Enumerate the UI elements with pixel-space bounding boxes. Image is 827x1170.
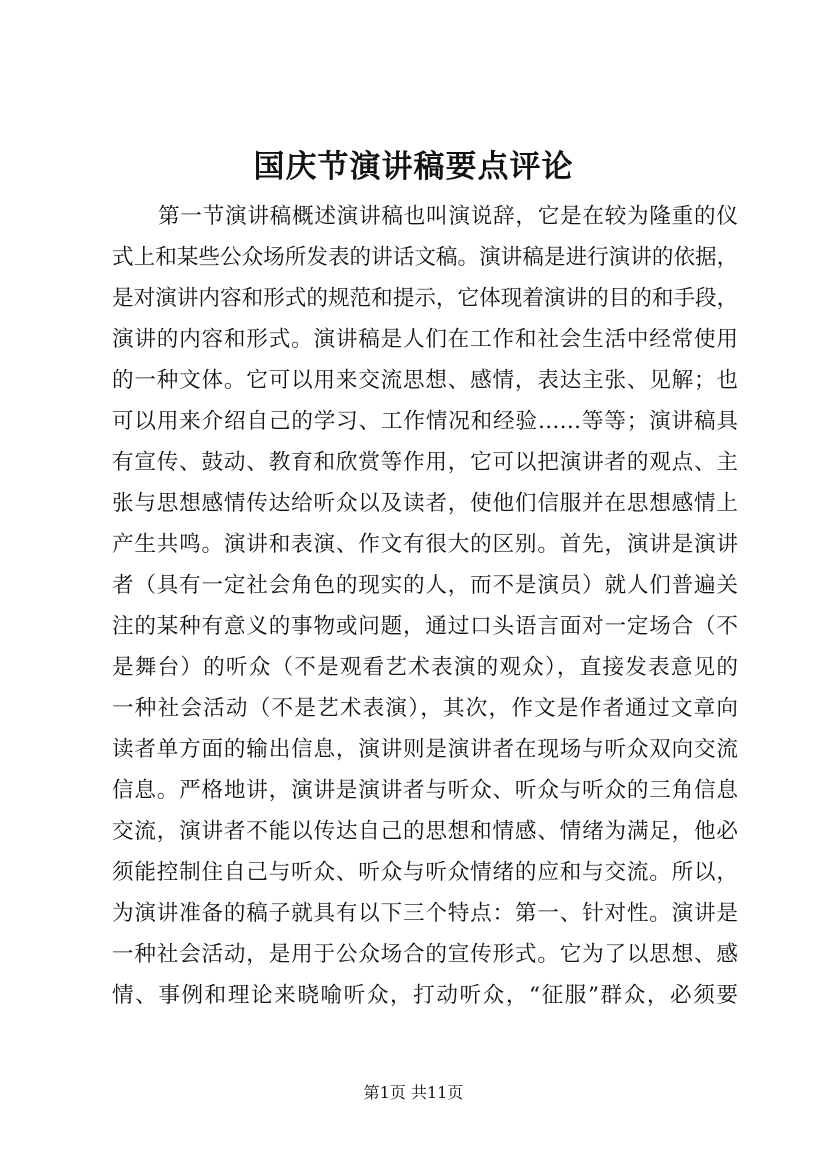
body-line: 第一节演讲稿概述演讲稿也叫演说辞，它是在较为隆重的仪 [158,204,738,229]
body-line: 是舞台）的听众（不是观看艺术表演的观众），直接发表意见的 [112,655,738,680]
body-line: 产生共鸣。演讲和表演、作文有很大的区别。首先，演讲是演讲 [112,532,738,557]
body-line: 演讲的内容和形式。演讲稿是人们在工作和社会生活中经常使用 [112,327,738,352]
body-line: 信息。严格地讲，演讲是演讲者与听众、听众与听众的三角信息 [112,778,738,803]
page-indicator: 第1页 共11页 [363,1083,464,1102]
body-line: 可以用来介绍自己的学习、工作情况和经验……等等；演讲稿具 [112,409,738,434]
body-line: 的一种文体。它可以用来交流思想、感情，表达主张、见解；也 [112,368,738,393]
document-title: 国庆节演讲稿要点评论 [253,149,574,185]
body-line: 者（具有一定社会角色的现实的人，而不是演员）就人们普遍关 [112,573,738,598]
body-line: 读者单方面的输出信息，演讲则是演讲者在现场与听众双向交流 [112,737,738,762]
body-line: 一种社会活动，是用于公众场合的宣传形式。它为了以思想、感 [112,942,738,967]
body-line: 一种社会活动（不是艺术表演），其次，作文是作者通过文章向 [112,696,738,721]
document-body [112,196,738,1016]
body-line: 注的某种有意义的事物或问题，通过口头语言面对一定场合（不 [112,614,738,639]
body-line: 是对演讲内容和形式的规范和提示，它体现着演讲的目的和手段， [112,286,738,311]
body-line: 有宣传、鼓动、教育和欣赏等作用，它可以把演讲者的观点、主 [112,450,738,475]
body-line: 交流，演讲者不能以传达自己的思想和情感、情绪为满足，他必 [112,819,738,844]
body-line: 为演讲准备的稿子就具有以下三个特点：第一、针对性。演讲是 [112,901,738,926]
body-line: 须能控制住自己与听众、听众与听众情绪的应和与交流。所以， [112,860,738,885]
body-line: 式上和某些公众场所发表的讲话文稿。演讲稿是进行演讲的依据， [112,245,738,270]
body-line: 张与思想感情传达给听众以及读者，使他们信服并在思想感情上 [112,491,738,516]
body-line: 情、事例和理论来晓喻听众，打动听众，“征服”群众，必须要 [112,983,738,1008]
